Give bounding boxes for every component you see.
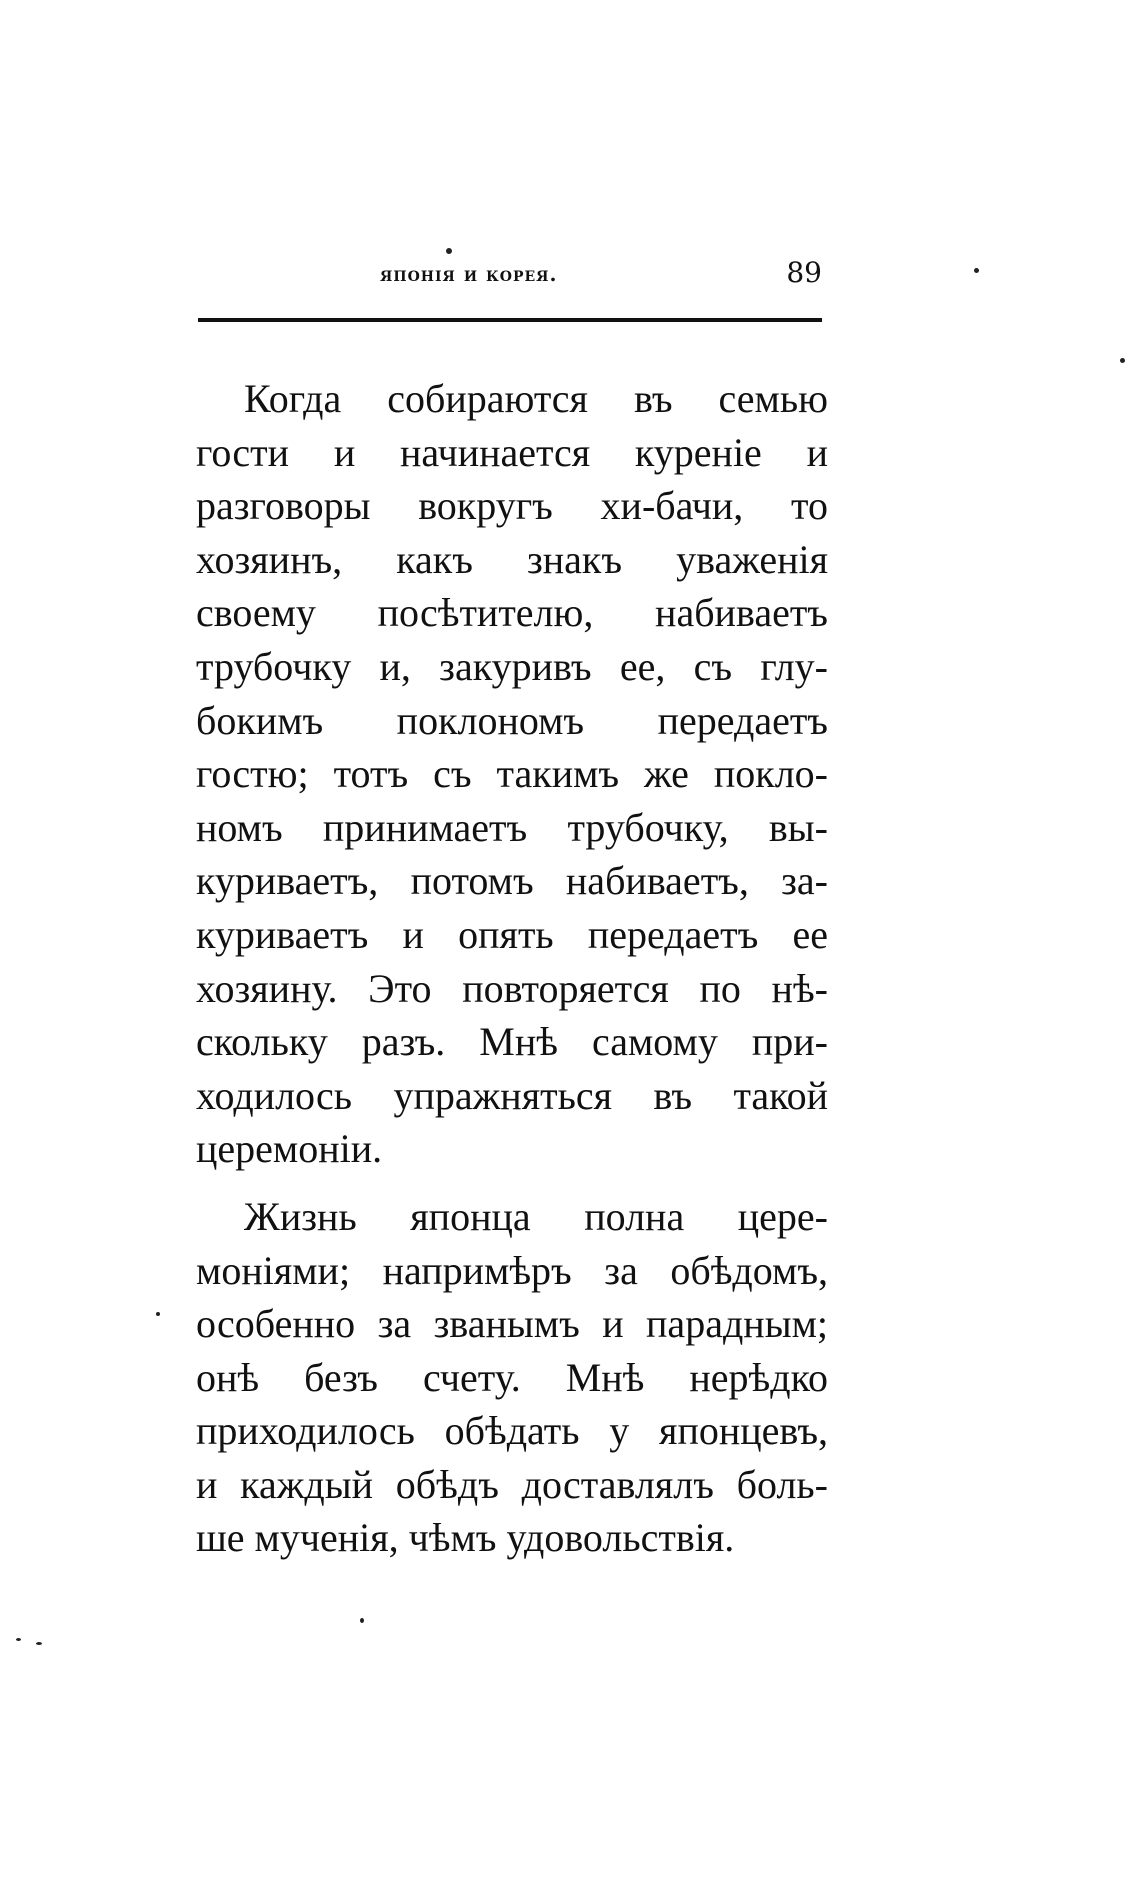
scan-speck (446, 248, 452, 254)
text-line: куриваетъ, потомъ набиваетъ, за- (196, 858, 828, 904)
text-line: Жизнь японца полна цере- (244, 1193, 828, 1239)
header-rule (198, 318, 822, 322)
text-line: скольку разъ. Мнѣ самому при- (196, 1019, 828, 1065)
text-line: хозяину. Это повторяется по нѣ- (196, 965, 828, 1011)
scan-speck (974, 268, 979, 273)
scan-speck (156, 1312, 160, 1316)
text-line: номъ принимаетъ трубочку, вы- (196, 804, 828, 850)
paragraph-1 (196, 372, 828, 1176)
text-line: Когда собираются въ семью (244, 376, 828, 421)
running-head-title: японія и корея. (380, 262, 558, 286)
text-line: особенно за званымъ и парадным; (196, 1301, 828, 1347)
text-line: моніями; напримѣръ за обѣдомъ, (196, 1247, 828, 1293)
body-text (196, 372, 828, 1565)
text-line: ходилось упражняться въ такой (196, 1072, 828, 1118)
running-head (200, 256, 822, 296)
text-line: гости и начинается куреніе и (196, 429, 828, 475)
text-line: церемоніи. (196, 1126, 383, 1172)
scan-speck (1120, 358, 1125, 363)
text-line: куриваетъ и опять передаетъ ее (196, 911, 828, 957)
text-line: хозяинъ, какъ знакъ уваженія (196, 536, 828, 582)
page-number: 89 (786, 256, 822, 289)
text-line: и каждый обѣдъ доставлялъ боль- (196, 1461, 828, 1507)
text-line: приходилось обѣдать у японцевъ, (196, 1408, 828, 1454)
text-line: ше мученія, чѣмъ удовольствія. (196, 1515, 735, 1561)
scan-speck (36, 1642, 42, 1645)
text-line: трубочку и, закуривъ ее, съ глу- (196, 643, 828, 689)
text-line: своему посѣтителю, набиваетъ (196, 590, 828, 636)
scan-speck (16, 1638, 21, 1641)
text-line: бокимъ поклономъ передаетъ (196, 697, 828, 743)
text-line: гостю; тотъ съ такимъ же покло- (196, 751, 828, 797)
paragraph-2 (196, 1190, 828, 1565)
text-line: онѣ безъ счету. Мнѣ нерѣдко (196, 1354, 828, 1400)
scan-speck (360, 1618, 364, 1623)
text-line: разговоры вокругъ хи-бачи, то (196, 483, 828, 529)
